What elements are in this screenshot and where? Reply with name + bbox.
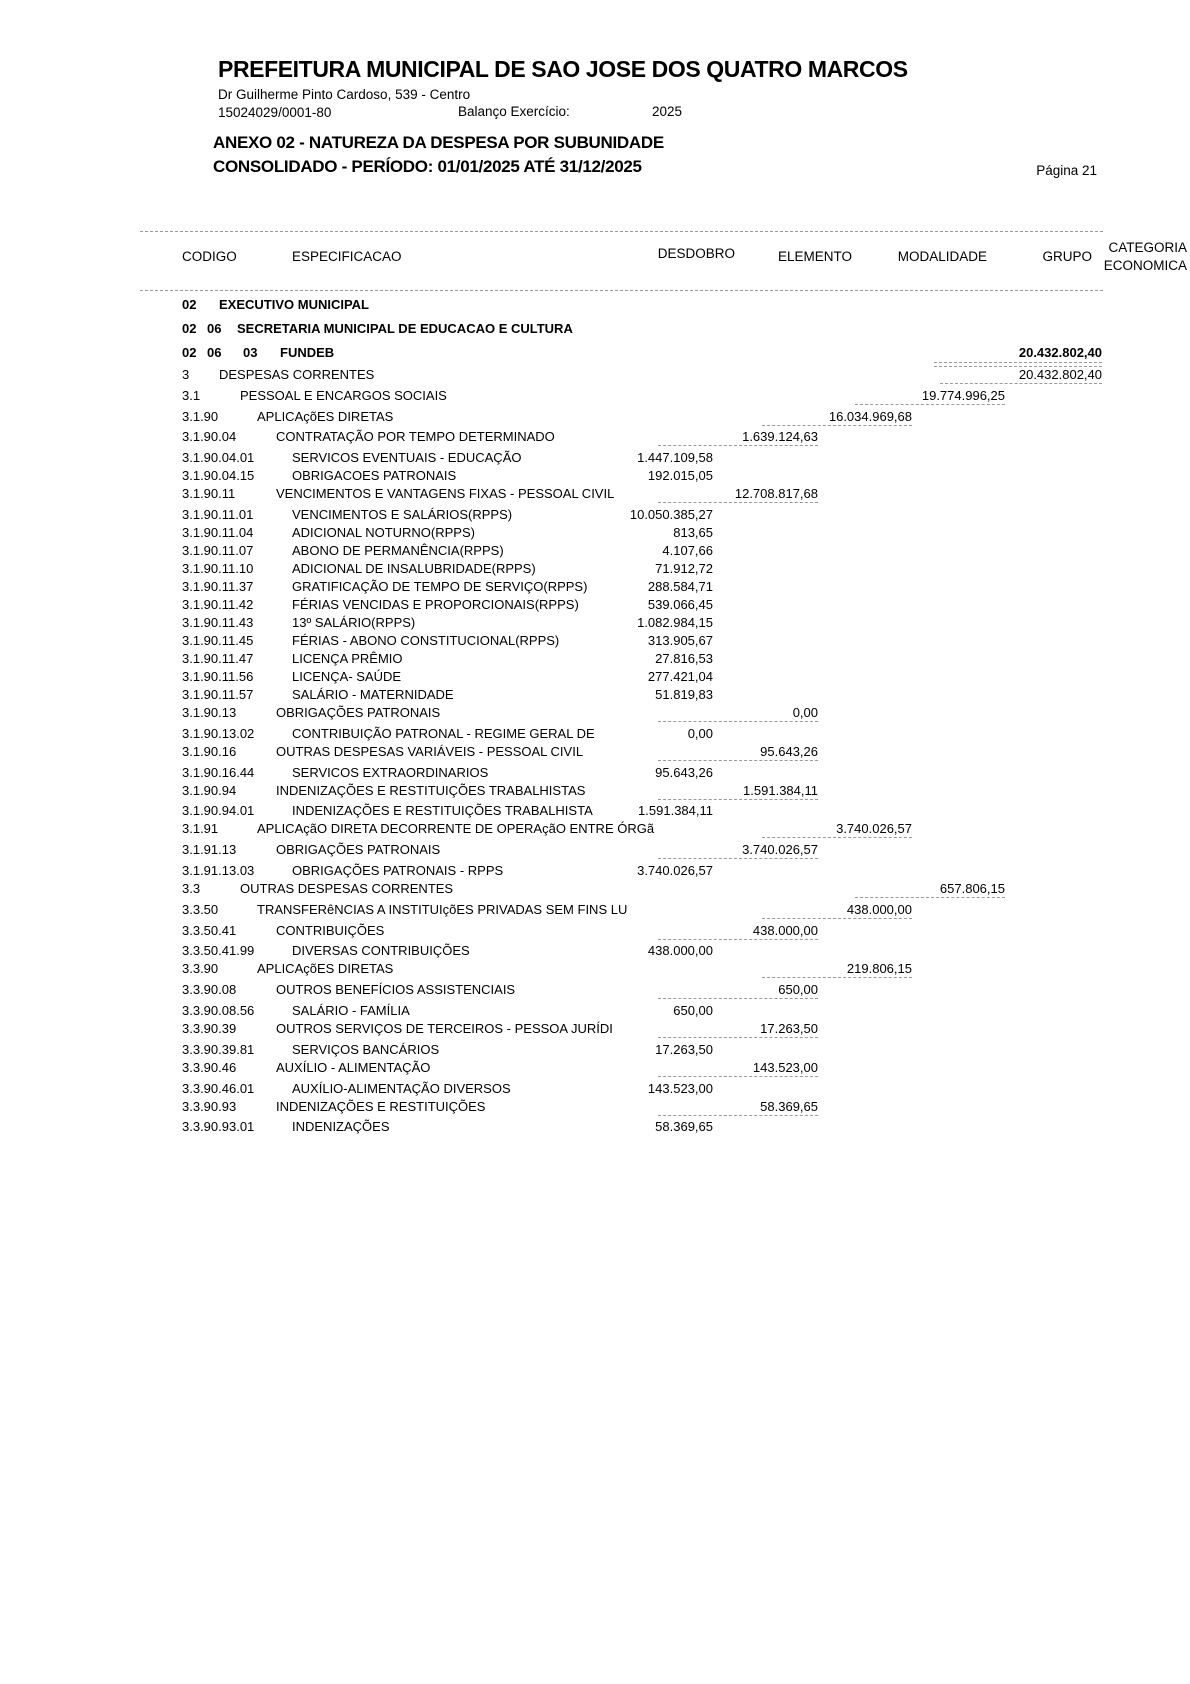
row-code: 3.3.90.39 xyxy=(182,1020,237,1036)
table-row xyxy=(140,687,1103,705)
row-especificacao: CONTRIBUIÇÃO PATRONAL - REGIME GERAL DE xyxy=(292,725,595,741)
row-especificacao: SALÁRIO - MATERNIDADE xyxy=(292,686,454,702)
table-row xyxy=(140,1060,1103,1081)
row-especificacao: AUXÍLIO-ALIMENTAÇÃO DIVERSOS xyxy=(292,1080,511,1096)
row-value-desdobro: 4.107,66 xyxy=(662,542,713,558)
row-code: 3.3 xyxy=(182,880,201,896)
row-especificacao: GRATIFICAÇÃO DE TEMPO DE SERVIÇO(RPPS) xyxy=(292,578,588,594)
row-value-desdobro: 0,00 xyxy=(687,725,713,741)
row-value-categoria: 20.432.802,40 xyxy=(1018,345,1102,360)
row-especificacao: ADICIONAL DE INSALUBRIDADE(RPPS) xyxy=(292,560,536,576)
table-row xyxy=(140,943,1103,961)
value-underline xyxy=(762,977,912,978)
table-row xyxy=(140,783,1103,804)
row-especificacao: SERVICOS EXTRAORDINARIOS xyxy=(292,764,489,780)
row-code: 3.1.90.11.47 xyxy=(182,650,254,666)
column-header-categoria-economica-line2: ECONOMICA xyxy=(1103,258,1187,273)
value-underline xyxy=(658,502,818,503)
row-value-desdobro: 51.819,83 xyxy=(655,686,713,702)
value-underline xyxy=(855,404,1005,405)
table-row xyxy=(140,486,1103,507)
row-especificacao: AUXÍLIO - ALIMENTAÇÃO xyxy=(276,1059,431,1075)
row-especificacao: INDENIZAÇÕES xyxy=(292,1119,390,1135)
table-row xyxy=(140,705,1103,726)
registration-number: 15024029/0001-80 xyxy=(218,105,332,120)
table-row xyxy=(140,321,1103,345)
row-value-desdobro: 1.447.109,58 xyxy=(637,450,713,466)
table-row xyxy=(140,821,1103,842)
value-underline xyxy=(658,1076,818,1077)
row-value-desdobro: 71.912,72 xyxy=(655,560,713,576)
row-value-desdobro: 438.000,00 xyxy=(647,943,713,959)
row-value-desdobro: 277.421,04 xyxy=(647,668,713,684)
row-especificacao: APLICAçõES DIRETAS xyxy=(257,961,394,977)
row-value-desdobro: 1.591.384,11 xyxy=(638,803,713,819)
table-row xyxy=(140,345,1103,367)
table-row xyxy=(140,1003,1103,1021)
row-code: 3.3.90.46.01 xyxy=(182,1080,255,1096)
table-row xyxy=(140,468,1103,486)
table-row xyxy=(140,543,1103,561)
row-especificacao: OBRIGAÇÕES PATRONAIS - RPPS xyxy=(292,862,504,878)
table-row xyxy=(140,525,1103,543)
row-code: 3.1.91 xyxy=(182,821,219,837)
row-value-desdobro: 27.816,53 xyxy=(655,650,713,666)
row-code: 03 xyxy=(243,345,258,360)
table-row xyxy=(140,429,1103,450)
row-especificacao: DESPESAS CORRENTES xyxy=(219,367,375,382)
column-header-grupo: GRUPO xyxy=(1042,249,1092,264)
row-value-desdobro: 58.369,65 xyxy=(655,1119,713,1135)
row-especificacao: INDENIZAÇÕES E RESTITUIÇÕES TRABALHISTA xyxy=(292,803,593,819)
row-value-modalidade: 438.000,00 xyxy=(846,901,912,917)
row-especificacao: OBRIGACOES PATRONAIS xyxy=(292,468,457,484)
row-value-modalidade: 16.034.969,68 xyxy=(828,408,912,424)
row-code: 3.1.90.11.10 xyxy=(182,560,254,576)
row-code: 06 xyxy=(207,321,222,336)
row-code: 3.1.90.04.01 xyxy=(182,450,255,466)
row-especificacao: SECRETARIA MUNICIPAL DE EDUCACAO E CULTURA xyxy=(237,321,573,336)
row-especificacao: SERVIÇOS BANCÁRIOS xyxy=(292,1041,440,1057)
table-row xyxy=(140,597,1103,615)
row-value-desdobro: 313.905,67 xyxy=(647,632,713,648)
address-line: Dr Guilherme Pinto Cardoso, 539 - Centro xyxy=(218,87,471,102)
column-header-modalidade: MODALIDADE xyxy=(897,249,987,264)
row-value-elemento: 17.263,50 xyxy=(760,1020,818,1036)
row-especificacao: 13º SALÁRIO(RPPS) xyxy=(292,614,416,630)
column-header-especificacao: ESPECIFICACAO xyxy=(292,249,402,264)
row-especificacao: OUTROS SERVIÇOS DE TERCEIROS - PESSOA JURÍDI xyxy=(276,1020,613,1036)
row-especificacao: PESSOAL E ENCARGOS SOCIAIS xyxy=(240,387,447,403)
table-top-separator xyxy=(140,231,1103,232)
value-underline xyxy=(658,1037,818,1038)
table-row xyxy=(140,651,1103,669)
row-code: 3.1.90.11.43 xyxy=(182,614,254,630)
row-code: 3.1.91.13.03 xyxy=(182,862,255,878)
row-especificacao: OBRIGAÇÕES PATRONAIS xyxy=(276,842,441,858)
row-especificacao: FÉRIAS VENCIDAS E PROPORCIONAIS(RPPS) xyxy=(292,596,579,612)
row-especificacao: OUTRAS DESPESAS CORRENTES xyxy=(240,880,454,896)
row-code: 3.1 xyxy=(182,387,201,403)
row-code: 02 xyxy=(182,297,197,312)
row-value-elemento: 0,00 xyxy=(792,704,818,720)
table-row xyxy=(140,367,1103,388)
row-code: 3.3.50.41.99 xyxy=(182,943,255,959)
row-especificacao: APLICAçãO DIRETA DECORRENTE DE OPERAçãO ENTRE ÓRGã xyxy=(257,821,655,837)
column-header-desdobro: DESDOBRO xyxy=(657,246,735,261)
row-value-desdobro: 650,00 xyxy=(673,1002,713,1018)
row-especificacao: OUTRAS DESPESAS VARIÁVEIS - PESSOAL CIVIL xyxy=(276,743,584,759)
value-underline xyxy=(658,858,818,859)
row-code: 3.1.90.11.07 xyxy=(182,542,254,558)
row-code: 3.3.90.93.01 xyxy=(182,1119,255,1135)
row-code: 3.1.90 xyxy=(182,408,219,424)
value-underline xyxy=(658,998,818,999)
table-row xyxy=(140,863,1103,881)
row-code: 3.1.90.11.45 xyxy=(182,632,254,648)
row-code: 3.3.90 xyxy=(182,961,219,977)
page-title: PREFEITURA MUNICIPAL DE SAO JOSE DOS QUATRO MARCOS xyxy=(218,56,908,82)
row-value-desdobro: 10.050.385,27 xyxy=(629,506,713,522)
row-code: 3.1.90.11.42 xyxy=(182,596,254,612)
row-value-desdobro: 1.082.984,15 xyxy=(637,614,713,630)
row-code: 3.3.50.41 xyxy=(182,922,237,938)
row-value-elemento: 12.708.817,68 xyxy=(734,486,818,502)
value-underline xyxy=(658,760,818,761)
row-value-elemento: 1.639.124,63 xyxy=(742,429,818,445)
table-row xyxy=(140,765,1103,783)
table-row xyxy=(140,297,1103,321)
row-code: 3.3.90.46 xyxy=(182,1059,237,1075)
table-row xyxy=(140,1099,1103,1120)
row-code: 3.1.90.11.57 xyxy=(182,686,254,702)
table-row xyxy=(140,669,1103,687)
table-row xyxy=(140,803,1103,821)
row-especificacao: DIVERSAS CONTRIBUIÇÕES xyxy=(292,943,470,959)
row-code: 3.3.50 xyxy=(182,901,219,917)
row-code: 3.1.90.16.44 xyxy=(182,764,255,780)
row-value-desdobro: 813,65 xyxy=(673,524,713,540)
row-code: 3.1.90.13 xyxy=(182,704,237,720)
row-especificacao: CONTRATAÇÃO POR TEMPO DETERMINADO xyxy=(276,429,555,445)
row-especificacao: LICENÇA PRÊMIO xyxy=(292,650,403,666)
row-code: 3.3.90.93 xyxy=(182,1098,237,1114)
row-especificacao: SALÁRIO - FAMÍLIA xyxy=(292,1002,410,1018)
row-especificacao: OBRIGAÇÕES PATRONAIS xyxy=(276,704,441,720)
row-value-elemento: 438.000,00 xyxy=(752,922,818,938)
row-especificacao: OUTROS BENEFÍCIOS ASSISTENCIAIS xyxy=(276,982,516,998)
value-underline xyxy=(762,918,912,919)
value-underline xyxy=(762,837,912,838)
table-row xyxy=(140,902,1103,923)
row-value-elemento: 58.369,65 xyxy=(760,1098,818,1114)
row-code: 3.1.91.13 xyxy=(182,842,237,858)
table-header-separator xyxy=(140,290,1103,291)
table-row xyxy=(140,923,1103,944)
table-row xyxy=(140,615,1103,633)
table-row xyxy=(140,881,1103,902)
row-code: 3.1.90.94 xyxy=(182,782,237,798)
row-code: 3.1.90.11.37 xyxy=(182,578,254,594)
table-row xyxy=(140,1119,1103,1137)
table-row xyxy=(140,388,1103,409)
table-row xyxy=(140,1081,1103,1099)
table-row xyxy=(140,744,1103,765)
row-code: 06 xyxy=(207,345,222,360)
row-code: 02 xyxy=(182,345,197,360)
row-code: 3 xyxy=(182,367,190,382)
table-row xyxy=(140,961,1103,982)
row-value-desdobro: 539.066,45 xyxy=(647,596,713,612)
table-row xyxy=(140,561,1103,579)
row-value-desdobro: 143.523,00 xyxy=(647,1080,713,1096)
row-code: 3.3.90.39.81 xyxy=(182,1041,255,1057)
row-code: 3.1.90.94.01 xyxy=(182,803,255,819)
row-code: 3.1.90.11.04 xyxy=(182,524,254,540)
balance-exercise-year: 2025 xyxy=(652,104,683,119)
row-especificacao: APLICAçõES DIRETAS xyxy=(257,408,394,424)
row-value-desdobro: 192.015,05 xyxy=(647,468,713,484)
table-row xyxy=(140,633,1103,651)
row-value-desdobro: 95.643,26 xyxy=(655,764,713,780)
report-title: ANEXO 02 - NATUREZA DA DESPESA POR SUBUNIDADE xyxy=(213,133,664,152)
table-row xyxy=(140,1042,1103,1060)
row-value-elemento: 95.643,26 xyxy=(760,743,818,759)
column-header-categoria-economica-line1: CATEGORIA xyxy=(1108,240,1187,255)
row-especificacao: SERVICOS EVENTUAIS - EDUCAÇÃO xyxy=(292,450,522,466)
row-especificacao: CONTRIBUIÇÕES xyxy=(276,922,385,938)
row-value-categoria: 20.432.802,40 xyxy=(1018,367,1102,382)
row-especificacao: FUNDEB xyxy=(280,345,335,360)
row-especificacao: LICENÇA- SAÚDE xyxy=(292,668,402,684)
row-code: 3.1.90.11.01 xyxy=(182,506,254,522)
table-row xyxy=(140,1021,1103,1042)
row-value-elemento: 1.591.384,11 xyxy=(743,782,818,798)
row-especificacao: VENCIMENTOS E SALÁRIOS(RPPS) xyxy=(292,506,513,522)
row-value-modalidade: 3.740.026,57 xyxy=(836,821,912,837)
row-code: 3.1.90.16 xyxy=(182,743,237,759)
value-underline xyxy=(658,445,818,446)
row-value-grupo: 657.806,15 xyxy=(939,880,1005,896)
row-code: 3.1.90.04.15 xyxy=(182,468,255,484)
row-code: 3.1.90.04 xyxy=(182,429,237,445)
table-row xyxy=(140,726,1103,744)
row-code: 3.1.90.13.02 xyxy=(182,725,255,741)
row-especificacao: ADICIONAL NOTURNO(RPPS) xyxy=(292,524,475,540)
row-value-elemento: 143.523,00 xyxy=(752,1059,818,1075)
row-value-desdobro: 17.263,50 xyxy=(655,1041,713,1057)
row-value-grupo: 19.774.996,25 xyxy=(921,387,1005,403)
value-underline xyxy=(855,897,1005,898)
value-underline xyxy=(658,721,818,722)
expense-table-body xyxy=(140,297,1103,1137)
row-value-modalidade: 219.806,15 xyxy=(846,961,912,977)
row-especificacao: TRANSFERêNCIAS A INSTITUIçõES PRIVADAS SEM FINS LU xyxy=(257,901,628,917)
table-row xyxy=(140,579,1103,597)
row-especificacao: ABONO DE PERMANÊNCIA(RPPS) xyxy=(292,542,504,558)
row-code: 3.1.90.11.56 xyxy=(182,668,254,684)
value-underline xyxy=(940,383,1102,384)
value-underline xyxy=(762,425,912,426)
value-underline xyxy=(658,799,818,800)
column-header-codigo: CODIGO xyxy=(182,249,237,264)
row-code: 3.3.90.08.56 xyxy=(182,1002,255,1018)
row-value-elemento: 3.740.026,57 xyxy=(742,842,818,858)
row-value-elemento: 650,00 xyxy=(778,982,818,998)
table-row xyxy=(140,450,1103,468)
value-underline xyxy=(658,939,818,940)
row-code: 3.3.90.08 xyxy=(182,982,237,998)
row-especificacao: INDENIZAÇÕES E RESTITUIÇÕES TRABALHISTAS xyxy=(276,782,586,798)
row-especificacao: FÉRIAS - ABONO CONSTITUCIONAL(RPPS) xyxy=(292,632,560,648)
row-especificacao: VENCIMENTOS E VANTAGENS FIXAS - PESSOAL CIVIL xyxy=(276,486,615,502)
row-especificacao: INDENIZAÇÕES E RESTITUIÇÕES xyxy=(276,1098,486,1114)
page-number: Página 21 xyxy=(1036,163,1097,178)
column-header-elemento: ELEMENTO xyxy=(777,249,852,264)
row-value-desdobro: 288.584,71 xyxy=(647,578,713,594)
table-row xyxy=(140,409,1103,430)
row-code: 02 xyxy=(182,321,197,336)
row-value-desdobro: 3.740.026,57 xyxy=(637,862,713,878)
report-subtitle: CONSOLIDADO - PERÍODO: 01/01/2025 ATÉ 31/12/2025 xyxy=(213,157,642,176)
table-row xyxy=(140,842,1103,863)
table-row xyxy=(140,507,1103,525)
table-row xyxy=(140,982,1103,1003)
value-underline xyxy=(658,1115,818,1116)
balance-exercise-label: Balanço Exercício: xyxy=(458,104,570,119)
row-code: 3.1.90.11 xyxy=(182,486,236,502)
row-especificacao: EXECUTIVO MUNICIPAL xyxy=(219,297,369,312)
